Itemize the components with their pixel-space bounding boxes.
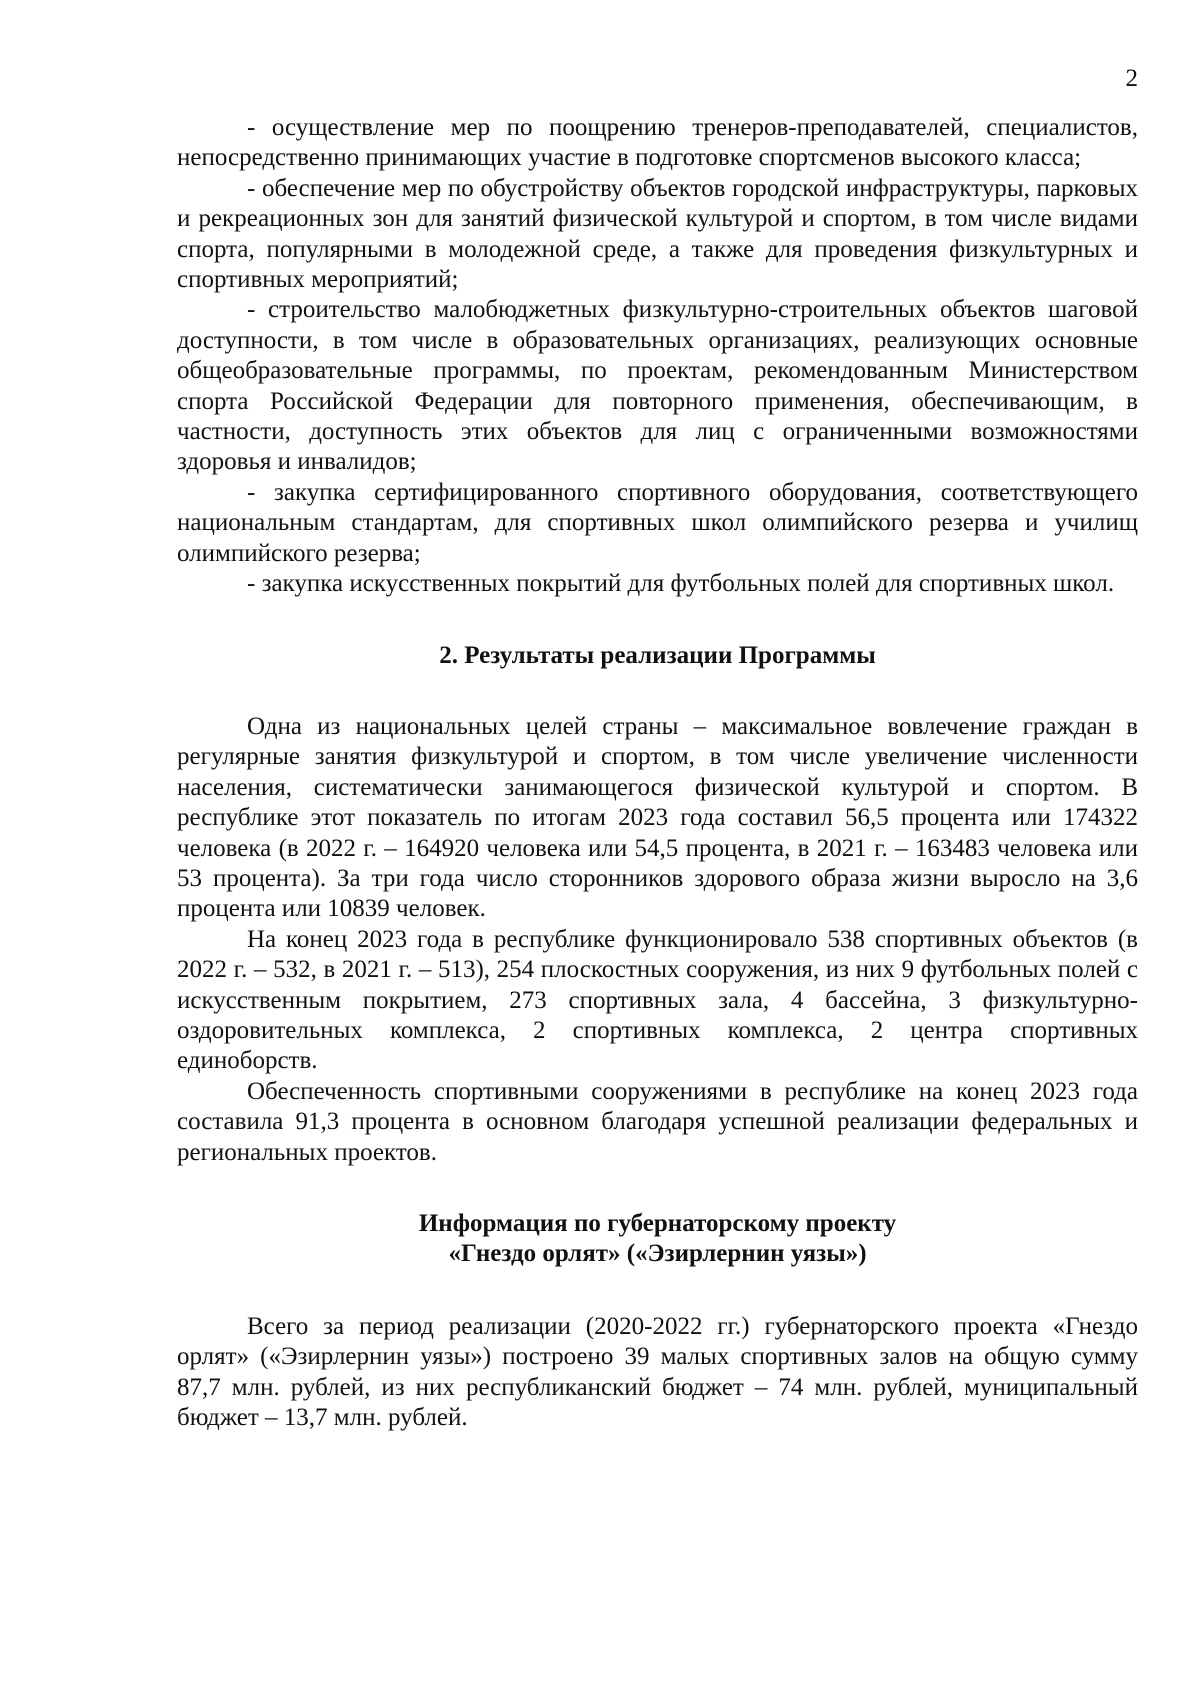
bullet-item-equipment-purchase: - закупка сертифицированного спортивного оборудования, соответствующего национальным стандартам, для спортивных школ олимпийского резерва и училищ олимпийского резерва; bbox=[177, 478, 1138, 567]
spacer bbox=[177, 671, 1138, 712]
bullet-item-urban-infrastructure: - обеспечение мер по обустройству объектов городской инфраструктуры, парковых и рекреационных зон для занятий физической культурой и спортом, в том числе видами спорта, популярными в молодежной среде, а также для проведения физкультурных и спортивных мероприятий; bbox=[177, 174, 1138, 294]
document-body bbox=[177, 113, 1138, 1433]
paragraph-sports-facilities: На конец 2023 года в республике функционировало 538 спортивных объектов (в 2022 г. – 532, в 2021 г. – 513), 254 плоскостных сооружения, из них 9 футбольных полей с искусственным покрытием, 273 спортивных зала, 4 бассейна, 3 физкультурно-оздоровительных комплекса, 2 спортивных комплекса, 2 центра спортивных единоборств. bbox=[177, 925, 1138, 1075]
paragraph-facility-provision: Обеспеченность спортивными сооружениями в республике на конец 2023 года составила 91,3 процента в основном благодаря успешной реализации федеральных и региональных проектов. bbox=[177, 1077, 1138, 1166]
spacer bbox=[177, 1270, 1138, 1312]
subsection-heading-line1: Информация по губернаторскому проекту bbox=[418, 1210, 897, 1237]
paragraph-national-goals: Одна из национальных целей страны – максимальное вовлечение граждан в регулярные занятия физкультурой и спортом, в том числе увеличение численности населения, систематически занимающегося физической культурой и спортом. В республике этот показатель по итогам 2023 года составил 56,5 процента или 174322 человека (в 2022 г. – 164920 человека или 54,5 процента, в 2021 г. – 163483 человека или 53 процента). За три года число сторонников здорового образа жизни выросло на 3,6 процента или 10839 человек. bbox=[177, 712, 1138, 923]
spacer bbox=[177, 600, 1138, 641]
bullet-item-trainer-incentives: - осуществление мер по поощрению тренеров-преподавателей, специалистов, непосредственно принимающих участие в подготовке спортсменов высокого класса; bbox=[177, 114, 1138, 172]
page-number: 2 bbox=[1125, 65, 1138, 92]
paragraph-governor-project: Всего за период реализации (2020-2022 гг.) губернаторского проекта «Гнездо орлят» («Эзирлернин уязы») построено 39 малых спортивных залов на общую сумму 87,7 млн. рублей, из них республиканский бюджет – 74 млн. рублей, муниципальный бюджет – 13,7 млн. рублей. bbox=[177, 1312, 1138, 1432]
bullet-item-artificial-turf: - закупка искусственных покрытий для футбольных полей для спортивных школ. bbox=[247, 570, 1115, 598]
bullet-item-low-budget-construction: - строительство малобюджетных физкультурно-строительных объектов шаговой доступности, в том числе в образовательных организациях, реализующих основные общеобразовательные программы, по проектам, рекомендованным Министерством спорта Российской Федерации для повторного применения, обеспечивающим, в частности, доступность этих объектов для лиц с ограниченными возможностями здоровья и инвалидов; bbox=[177, 296, 1138, 476]
subsection-heading-line2: «Гнездо орлят» («Эзирлернин уязы») bbox=[448, 1240, 867, 1268]
section-heading-results: 2. Результаты реализации Программы bbox=[439, 641, 876, 669]
spacer bbox=[177, 1168, 1138, 1209]
